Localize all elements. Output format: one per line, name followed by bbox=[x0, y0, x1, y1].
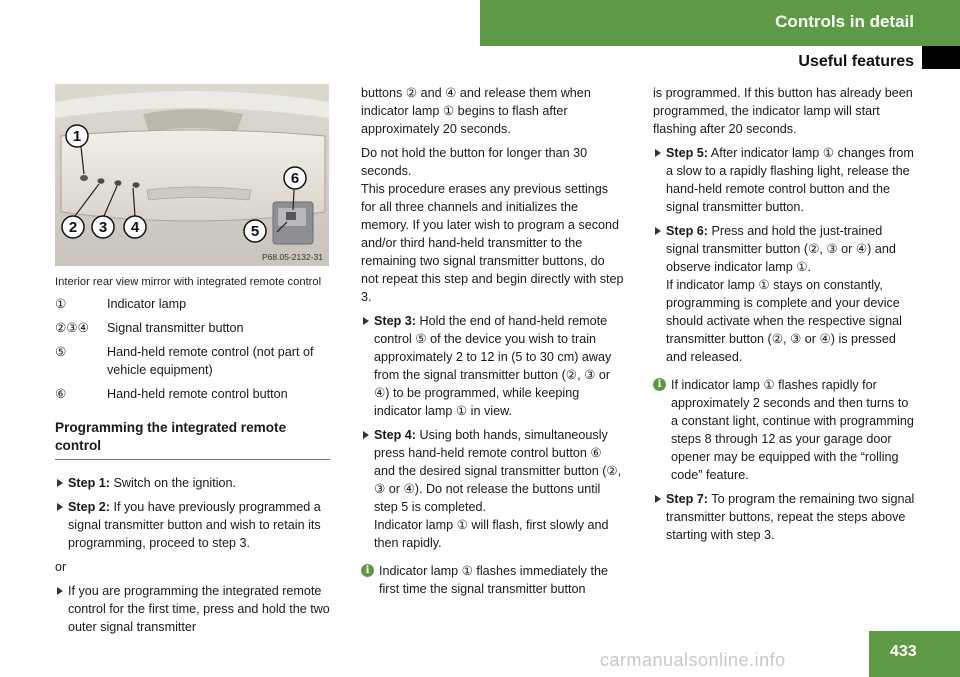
step-label: Step 7: bbox=[666, 492, 708, 506]
info-text: If indicator lamp ① flashes rapidly for approximately 2 seconds and then turns to a constant light, continue with programming steps 8 through 12 as your garage door opener may be equipped with the “rolling code” feature. bbox=[671, 378, 914, 482]
step-7 bbox=[653, 490, 917, 544]
section-header: Controls in detail bbox=[480, 0, 960, 46]
step-3 bbox=[361, 312, 625, 420]
step-1 bbox=[55, 474, 330, 492]
legend-row bbox=[55, 295, 330, 313]
step-text: Press and hold the just-trained signal transmitter button (②, ③ or ④) and observe indicator lamp ①. bbox=[666, 224, 896, 274]
step-text: If you are programming the integrated remote control for the first time, press and hold the two outer signal transmitter bbox=[68, 584, 330, 634]
legend-text: Indicator lamp bbox=[107, 297, 187, 311]
mirror-figure bbox=[55, 84, 329, 266]
step-6 bbox=[653, 222, 917, 366]
continued-text: buttons ② and ④ and release them when indicator lamp ① begins to flash after approximately 20 seconds. bbox=[361, 86, 591, 136]
legend-key: ⑤ bbox=[55, 345, 67, 359]
mirror-illustration bbox=[55, 84, 329, 266]
section-title: Programming the integrated remote control bbox=[55, 419, 330, 460]
header-tab-marker bbox=[922, 46, 960, 69]
callout-1: 1 bbox=[72, 128, 82, 145]
step-4 bbox=[361, 426, 625, 552]
watermark: carmanualsonline.info bbox=[600, 650, 786, 670]
callout-5: 5 bbox=[250, 223, 260, 240]
step-label: Step 1: bbox=[68, 476, 110, 490]
step-text: Switch on the ignition. bbox=[110, 476, 237, 490]
legend-row bbox=[55, 343, 330, 379]
step-text: Using both hands, simultaneously press hand-held remote control button ⑥ and the desired signal transmitter button (②, ③ or ④). Do not release the buttons until step 5 is completed. bbox=[374, 428, 622, 514]
continued-text: is programmed. If this button has already been programmed, the indicator lamp will start flashing after 20 seconds. bbox=[653, 86, 913, 136]
legend-key: ① bbox=[55, 297, 67, 311]
step-text: If you have previously programmed a signal transmitter button and wish to retain its programming, proceed to step 3. bbox=[68, 500, 321, 550]
legend-row bbox=[55, 385, 330, 403]
callout-3: 3 bbox=[98, 219, 108, 236]
subsection-title: Useful features bbox=[798, 53, 914, 70]
callout-6: 6 bbox=[290, 170, 300, 187]
column-1 bbox=[55, 84, 330, 636]
figure-code: P68.05-2132-31 bbox=[262, 252, 323, 262]
step-5 bbox=[653, 144, 917, 216]
step-label: Step 6: bbox=[666, 224, 708, 238]
info-icon: i bbox=[361, 564, 374, 577]
step-extra: If indicator lamp ① stays on constantly, programming is complete and your device should activate when the respective signal transmitter button (②, ③ or ④) is pressed and released. bbox=[666, 278, 902, 364]
or-text: or bbox=[55, 560, 67, 574]
step-text: Hold the end of hand-held remote control ⑤ of the device you wish to train approximately 2 to 12 in (5 to 30 cm) away from the signal transmitter button (②, ③ or ④) to be programmed, while keeping indicator lamp ① in view. bbox=[374, 314, 612, 418]
info-icon: i bbox=[653, 378, 666, 391]
info-note bbox=[361, 562, 625, 598]
step-label: Step 5: bbox=[666, 146, 708, 160]
step-text: After indicator lamp ① changes from a slow to a rapidly flashing light, release the hand-held remote control button and the signal transmitter button. bbox=[666, 146, 914, 214]
first-time-bullet bbox=[55, 582, 330, 636]
step-extra: Indicator lamp ① will flash, first slowly and then rapidly. bbox=[374, 518, 609, 550]
figure-caption: Interior rear view mirror with integrated remote control bbox=[55, 276, 322, 288]
column-3 bbox=[653, 84, 917, 544]
column-2 bbox=[361, 84, 625, 598]
info-text: Indicator lamp ① flashes immediately the first time the signal transmitter button bbox=[379, 564, 608, 596]
legend-text: Hand-held remote control button bbox=[107, 387, 288, 401]
step-label: Step 3: bbox=[374, 314, 416, 328]
legend-text: Hand-held remote control (not part of vehicle equipment) bbox=[107, 345, 314, 377]
page-number: 433 bbox=[869, 631, 960, 677]
note-text: This procedure erases any previous settings for all three channels and initializes the memory. If you later wish to program a second and/or third hand-held transmitter to the remaining two signal transmitter buttons, do not repeat this step and begin directly with step 3. bbox=[361, 182, 624, 304]
step-text: To program the remaining two signal transmitter buttons, repeat the steps above starting with step 3. bbox=[666, 492, 915, 542]
info-note bbox=[653, 376, 917, 484]
callout-2: 2 bbox=[68, 219, 78, 236]
legend-key: ②③④ bbox=[55, 321, 89, 335]
step-2 bbox=[55, 498, 330, 552]
legend-key: ⑥ bbox=[55, 387, 67, 401]
note-text: Do not hold the button for longer than 30 seconds. bbox=[361, 146, 588, 178]
legend-row bbox=[55, 319, 330, 337]
callout-4: 4 bbox=[130, 219, 140, 236]
legend-text: Signal transmitter button bbox=[107, 321, 244, 335]
step-label: Step 4: bbox=[374, 428, 416, 442]
step-label: Step 2: bbox=[68, 500, 110, 514]
